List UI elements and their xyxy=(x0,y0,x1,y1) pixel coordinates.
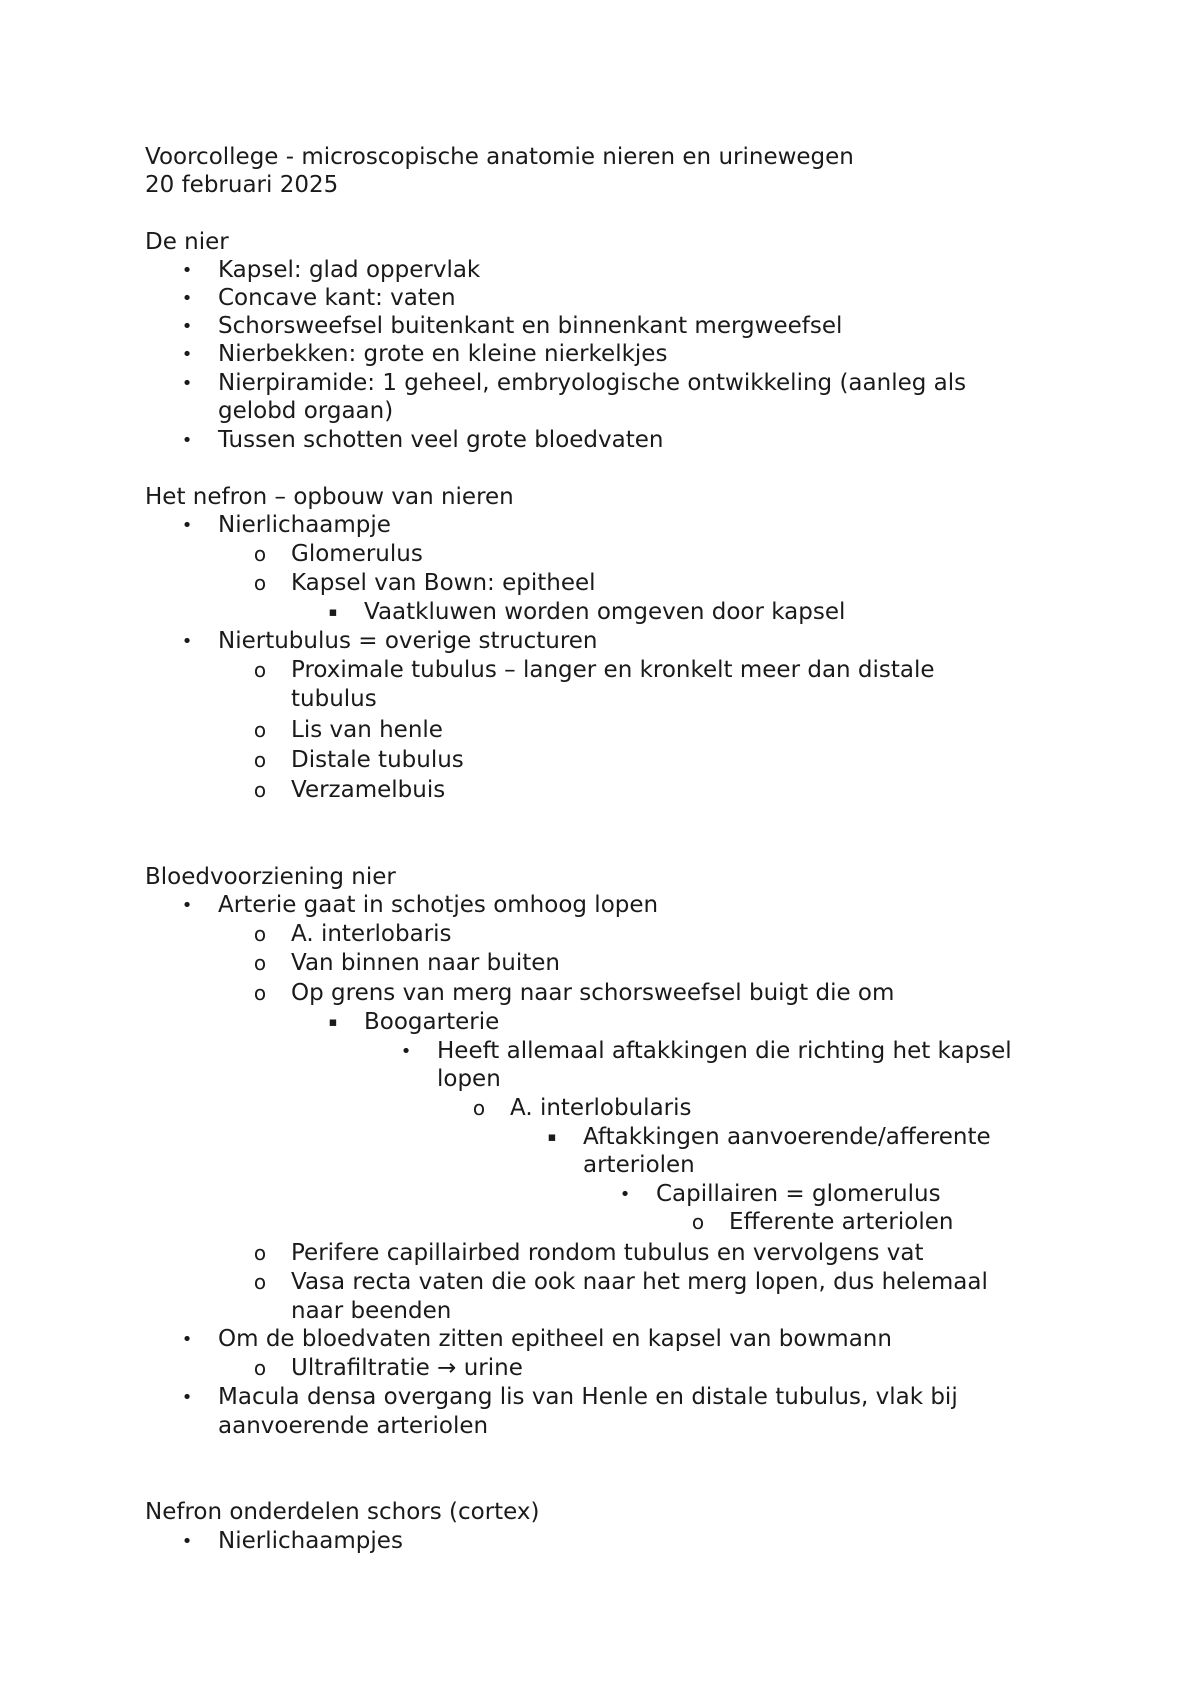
list-item: Proximale tubulus – langer en kronkelt meer dan distale xyxy=(291,657,935,683)
bullet-disc-icon: • xyxy=(619,1184,631,1205)
list-item: Perifere capillairbed rondom tubulus en vervolgens vat xyxy=(291,1240,924,1266)
bullet-disc-icon: • xyxy=(181,316,193,337)
list-item: Kapsel van Bown: epitheel xyxy=(291,570,596,596)
bullet-circle-icon: o xyxy=(253,542,267,566)
list-item: Tussen schotten veel grote bloedvaten xyxy=(218,427,664,453)
list-item: Kapsel: glad oppervlak xyxy=(218,257,481,283)
bullet-circle-icon: o xyxy=(253,748,267,772)
list-item: Nierbekken: grote en kleine nierkelkjes xyxy=(218,341,668,367)
list-item: Van binnen naar buiten xyxy=(291,950,560,976)
list-item: Nierpiramide: 1 geheel, embryologische ontwikkeling (aanleg als xyxy=(218,370,967,396)
section-heading: Bloedvoorziening nier xyxy=(145,864,396,890)
bullet-square-icon: ▪ xyxy=(547,1130,557,1145)
bullet-circle-icon: o xyxy=(253,922,267,946)
bullet-circle-icon: o xyxy=(253,1270,267,1294)
bullet-square-icon: ▪ xyxy=(328,1015,338,1030)
list-item: Efferente arteriolen xyxy=(729,1209,954,1235)
bullet-disc-icon: • xyxy=(181,260,193,281)
bullet-disc-icon: • xyxy=(181,515,193,536)
bullet-circle-icon: o xyxy=(253,1356,267,1380)
bullet-circle-icon: o xyxy=(253,1241,267,1265)
bullet-disc-icon: • xyxy=(181,1387,193,1408)
list-item: Macula densa overgang lis van Henle en distale tubulus, vlak bij xyxy=(218,1384,958,1410)
section-heading: Nefron onderdelen schors (cortex) xyxy=(145,1499,540,1525)
list-item: Concave kant: vaten xyxy=(218,285,456,311)
list-item: Vasa recta vaten die ook naar het merg lopen, dus helemaal xyxy=(291,1269,988,1295)
bullet-circle-icon: o xyxy=(253,571,267,595)
bullet-disc-icon: • xyxy=(181,895,193,916)
list-item: Lis van henle xyxy=(291,717,443,743)
list-item-continuation: tubulus xyxy=(291,686,377,712)
list-item-continuation: gelobd orgaan) xyxy=(218,398,394,424)
list-item: Aftakkingen aanvoerende/afferente xyxy=(583,1124,991,1150)
document-title: Voorcollege - microscopische anatomie nieren en urinewegen xyxy=(145,144,854,170)
list-item: Heeft allemaal aftakkingen die richting het kapsel xyxy=(437,1038,1012,1064)
bullet-disc-icon: • xyxy=(181,373,193,394)
section-heading: De nier xyxy=(145,229,229,255)
bullet-disc-icon: • xyxy=(181,344,193,365)
bullet-disc-icon: • xyxy=(400,1041,412,1062)
list-item-continuation: naar beenden xyxy=(291,1298,452,1324)
list-item-continuation: aanvoerende arteriolen xyxy=(218,1413,489,1439)
list-item: A. interlobularis xyxy=(510,1095,692,1121)
list-item: Nierlichaampje xyxy=(218,512,391,538)
bullet-circle-icon: o xyxy=(253,951,267,975)
list-item: Arterie gaat in schotjes omhoog lopen xyxy=(218,892,659,918)
list-item: Glomerulus xyxy=(291,541,423,567)
bullet-square-icon: ▪ xyxy=(328,605,338,620)
list-item: Verzamelbuis xyxy=(291,777,446,803)
bullet-disc-icon: • xyxy=(181,631,193,652)
document-date: 20 februari 2025 xyxy=(145,172,339,198)
bullet-disc-icon: • xyxy=(181,1329,193,1350)
bullet-circle-icon: o xyxy=(253,718,267,742)
list-item: Ultrafiltratie → urine xyxy=(291,1355,523,1381)
list-item: Distale tubulus xyxy=(291,747,464,773)
bullet-circle-icon: o xyxy=(691,1210,705,1234)
list-item: Om de bloedvaten zitten epitheel en kapsel van bowmann xyxy=(218,1326,892,1352)
list-item: Vaatkluwen worden omgeven door kapsel xyxy=(364,599,846,625)
bullet-circle-icon: o xyxy=(253,778,267,802)
bullet-circle-icon: o xyxy=(472,1096,486,1120)
bullet-disc-icon: • xyxy=(181,288,193,309)
bullet-circle-icon: o xyxy=(253,981,267,1005)
list-item-continuation: lopen xyxy=(437,1066,501,1092)
list-item-continuation: arteriolen xyxy=(583,1152,695,1178)
list-item: Op grens van merg naar schorsweefsel buigt die om xyxy=(291,980,895,1006)
list-item: Nierlichaampjes xyxy=(218,1528,403,1554)
list-item: Capillairen = glomerulus xyxy=(656,1181,941,1207)
bullet-disc-icon: • xyxy=(181,1531,193,1552)
list-item: Boogarterie xyxy=(364,1009,500,1035)
bullet-circle-icon: o xyxy=(253,658,267,682)
bullet-disc-icon: • xyxy=(181,430,193,451)
list-item: A. interlobaris xyxy=(291,921,452,947)
list-item: Niertubulus = overige structuren xyxy=(218,628,598,654)
section-heading: Het nefron – opbouw van nieren xyxy=(145,484,514,510)
list-item: Schorsweefsel buitenkant en binnenkant mergweefsel xyxy=(218,313,843,339)
